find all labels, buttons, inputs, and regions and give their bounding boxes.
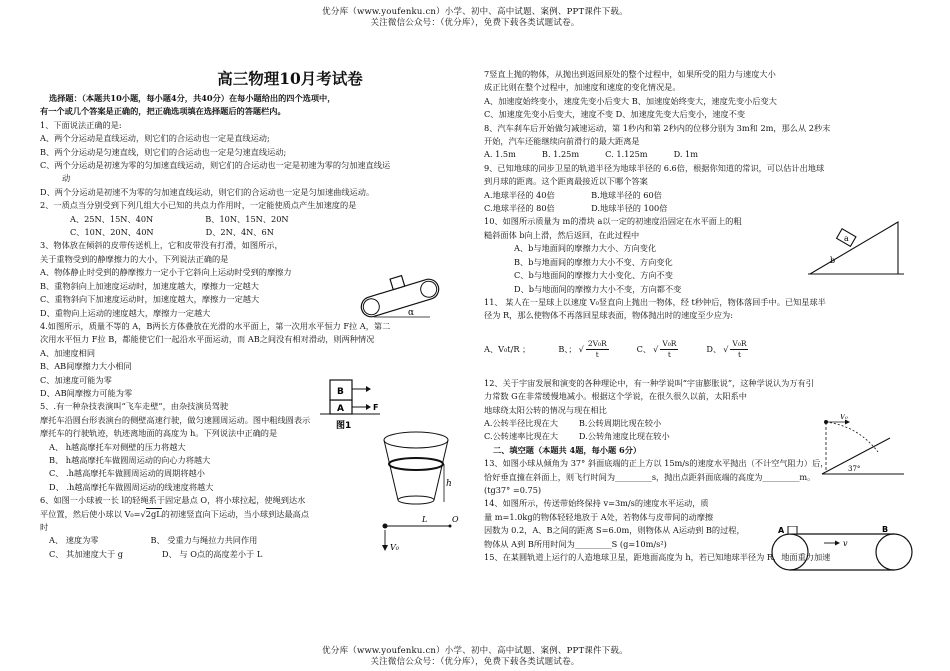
q14-wheel-right [876,534,912,570]
q11-option-d: D、 [706,344,722,355]
q12-stem-2: 力常数 G在非常缓慢地减小。根据这个学说，在很久很久以前，太阳系中 [484,391,747,402]
q14-stem-2: 量 m=1.0kg的物体轻轻地放于 A处，若物体与皮带间的动摩擦 [484,511,714,522]
q5-option-b: B、 h越高摩托车做圆周运动的向心力将越大 [49,454,211,465]
q11-fraction-b-den: t [595,350,599,360]
header-bottom [0,646,950,668]
q10-label-b: b [830,256,836,265]
arrow-right-icon [366,404,371,410]
q14-label-a: A [778,526,785,535]
q11-option-b: B、； [558,344,577,355]
q4-stem-1: 4.如图所示，质量不等的 A，B两长方体叠放在光滑的水平面上，第一次用水平恒力 F拉 A，第二 [40,320,391,331]
question-11 [484,296,914,367]
sqrt-symbol-icon: √ [653,344,659,355]
q13-velocity-label: V₀ [840,414,848,421]
q5-option-d: D、 .h越高摩托车做圆周运动的线速度将越大 [49,481,214,492]
q13-stem-2: 恰好垂直撞在斜面上，则飞行时间为_________s，抛出点距斜面底端的高度为_________m。 [484,471,816,482]
right-column [484,68,914,564]
section2-heading: 二、填空题（本题共 4题，每小题 6分） [493,444,642,455]
cup-side-left [384,440,398,500]
q6-pivot [449,525,452,528]
q11-options [484,333,914,367]
q6-pivot-label: O [452,515,459,524]
q5-stem-2: 摩托车沿圆台形表演台的侧壁高速行驶，做匀速圆周运动。图中粗线圆表示 [40,414,311,425]
q12-stem-1: 12、关于宇宙发展和演变的各种理论中，有一种学说叫“宇宙膨胀说”，这种学说认为万有引 [484,377,814,388]
q4-option-b: B、AB间摩擦力大小相同 [40,361,132,372]
q11-fraction-d-num: V₀R [732,339,747,349]
q11-option-d-group [706,339,748,360]
q13-slope [822,438,904,474]
cup-base [398,496,434,504]
q14-wheel-left [772,534,808,570]
q3-stem-2: 关于重物受到的静摩擦力的大小，下列说法正确的是 [40,253,229,264]
question-2 [40,199,470,239]
header-bottom-line2: 关注微信公众号：（优分库），免费下载各类试题试卷。 [370,657,580,667]
q8-options: A. 1.5m B. 1.25m C. 1.125m D. 1m [484,149,699,160]
q6-ball [383,524,388,529]
spacer [484,367,914,377]
q10-stem-2: 糙斜面体 b向上滑，然后返回，在此过程中 [484,229,640,240]
q4-blocks-figure [320,376,388,434]
q7-stem-2: 成正比则在整个过程中，加速度和速度的变化情况是。 [484,82,681,93]
q4-label-f: F [373,403,379,412]
q6-length-label: L [422,515,428,524]
q6-stem-2-post: 的初速竖直向下运动，当小球到达最高点 [161,508,310,519]
arrow-down-icon [382,545,388,551]
question-4 [40,320,470,400]
q7-options-ab: A、加速度始终变小，速度先变小后变大 B、加速度始终变大，速度先变小后变大 [484,95,777,106]
q4-label-b: B [337,387,344,397]
header-bottom-line1: 优分库（www.youfenku.cn）小学、初中、高中试题、案例、PPT课件下载。 [322,646,628,656]
q6-options-cd: C、 其加速度大于 g D、 与 O点的高度差小于 L [49,548,263,559]
q4-option-d: D、AB间摩擦力可能为零 [40,387,133,398]
q5-stem-1: 5、.有一种杂技表演叫“飞车走壁”，由杂技演员驾驶 [40,401,229,412]
q7-options-cd: C、加速度先变小后变大，速度不变 D、加速度先变大后变小，速度不变 [484,109,746,120]
q6-stem-1: 6、如图一小球被一长 l的轻绳系于固定悬点 O，将小球拉起，使绳到达水 [40,495,306,506]
q3-stem-1: 3、物体放在倾斜的皮带传送机上，它和皮带没有打滑，如图所示， [40,240,283,251]
q4-option-c: C、加速度可能为零 [40,374,112,385]
q11-fraction-c-num: V₀R [662,339,677,349]
q9-stem-2: 到月球的距离。这个距离最接近以下哪个答案 [484,176,648,187]
q11-option-b-group [558,339,608,360]
q14-label-b: B [882,526,889,534]
question-8 [484,122,914,162]
q13-projectile-figure [818,414,912,480]
q2-stem: 2、一质点当分别受到下列几组大小已知的共点力作用时，一定能使质点产生加速度的是 [40,200,357,211]
q10-incline-figure [808,218,908,280]
q3-option-c: C、重物斜向下加速度运动时，加速度越大，摩擦力一定越大 [40,294,260,305]
q1-option-c-cont: 动 [62,173,71,184]
question-1 [40,119,470,199]
q11-option-c: C、 [636,344,652,355]
q5-cup-figure [380,428,460,510]
q14-stem-4: 物体从 A到 B所用时间为_________S (g=10m/s²) [484,538,667,549]
q2-options-ab: A、25N、15N、40N B、10N、15N、20N [70,213,289,224]
q11-fraction-c-den: t [667,350,671,360]
q6-velocity-label: V₀ [390,543,399,552]
section1-line1: 选择题：（本题共10小题，每小题4分，共40分）在每小题给出的四个选项中， [49,93,336,103]
q3-option-a: A、物体静止时受到的静摩擦力一定小于它斜向上运动时受到的摩擦力 [40,267,292,278]
q10-option-d: D、b与地面间的摩擦力大小不变，方向都不变 [514,283,682,294]
q14-conveyor-figure [768,526,918,574]
q4-label-a: A [337,404,344,414]
q5-option-c: C、 .h越高摩托车做圆周运动的周期将越小 [49,468,205,479]
q10-label-a: a [844,234,849,243]
q3-option-b: B、重物斜向上加速度运动时，加速度越大，摩擦力一定越大 [40,280,259,291]
q8-stem-1: 8、汽车刹车后开始做匀减速运动，第 1秒内和第 2秒内的位移分别为 3m和 2m，那么从 2秒末 [484,122,831,133]
sqrt-symbol-icon: √ [578,344,584,355]
cup-track [389,458,443,470]
q6-pendulum-figure [382,514,462,556]
q15-stem-1: 15、在某圆轨道上运行的人造地球卫星，距地面高度为 h，若已知地球半径为 R，地面重力加速 [484,552,831,562]
cup-rim [384,432,448,448]
conveyor-block [390,276,405,290]
q2-options-cd: C、10N、20N、40N D、2N、4N、6N [70,227,274,238]
q5-stem-3: 摩托车的行驶轨迹，轨迹离地面的高度为 h。下列说法中正确的是 [40,428,278,439]
q1-option-a: A、两个分运动是直线运动，则它们的合运动也一定是直线运动; [40,133,270,144]
q3-option-d: D、重物向上运动的速度越大，摩擦力一定越大 [40,307,211,318]
q5-option-a: A、 h越高摩托车对侧壁的压力将越大 [49,441,186,452]
q1-stem: 1、下面说法正确的是: [40,119,122,130]
q14-block [788,526,797,534]
q11-fraction-b [586,339,609,360]
q14-velocity-label: v [843,539,848,548]
q4-stem-2: 次用水平恒力 F拉 B，都能使它们一起沿水平面运动，而 AB之间没有相对滑动，则两种情况 [40,334,375,345]
q10-option-c: C、b与地面间的摩擦力大小变化、方向不变 [514,270,673,281]
sqrt-symbol-icon: √ [140,508,146,519]
cup-side-right [434,440,448,500]
q14-stem-3: 因数为 0.2，A、B之间的距离 S=6.0m，则物体从 A运动到 B的过程， [484,525,745,536]
q13-stem-3: (tg37° =0.75) [484,484,542,495]
q10-option-a: A、b与地面间的摩擦力大小、方向变化 [514,243,657,254]
q11-fraction-b-num: 2V₀R [587,339,607,349]
sqrt-symbol-icon: √ [723,344,729,355]
exam-title: 高三物理10月考试卷 [217,69,363,88]
q1-option-b: B、两个分运动是匀速直线，则它们的合运动也一定是匀速直线运动; [40,146,287,157]
q11-stem-1: 11、 某人在一星球上以速度 V₀竖直向上抛出一物体，经 t秒钟后，物体落回手中。已知星球半 [484,296,826,307]
q9-stem-1: 9、已知地球的同步卫星的轨道半径为地球半径的 6.6倍，根据你知道的常识，可以估计出地球 [484,162,825,173]
q9-options-ab: A.地球半径的 40倍 B.地球半径的 60倍 [484,189,662,200]
q11-fraction-d-den: t [737,350,741,360]
q12-options-ab: A.公转半径比现在大 B.公转周期比现在较小 [484,417,662,428]
q11-stem-2: 径为 R，那么使物体不再落回星球表面，物体抛出时的速度至少应为: [484,310,733,321]
q6-options-ab: A、 速度为零 B、 受重力与绳拉力共同作用 [49,535,258,546]
q6-stem-3: 时 [40,522,49,532]
q10-incline [810,222,898,274]
q14-stem-1: 14、如图所示，传送带始终保持 v=3m/s的速度水平运动，质 [484,498,709,509]
q8-stem-2: 开始，汽车还能继续向前滑行的最大距离是 [484,136,640,147]
question-9 [484,162,914,216]
header-top-line1: 优分库（www.youfenku.cn）小学、初中、高中试题、案例、PPT课件下载。 [322,7,628,17]
q13-trajectory [826,422,878,452]
q11-option-a: A、V₀t/R ； [484,344,531,355]
q3-conveyor-figure [352,270,448,322]
q7-stem-1: 7竖直上抛的物体，从抛出到返回原处的整个过程中，如果所受的阻力与速度大小 [484,69,776,79]
q12-stem-3: 地球绕太阳公转的情况与现在相比 [484,404,607,415]
q10-option-b: B、b与地面间的摩擦力大小不变、方向变化 [514,256,673,267]
question-7 [484,68,914,122]
arrow-right-icon [835,541,840,546]
q9-options-cd: C.地球半径的 80倍 D.地球半径的 100倍 [484,203,668,214]
q4-option-a: A、加速度相同 [40,347,96,358]
header-top [0,7,950,29]
section1-line2: 有一个或几个答案是正确的，把正确选项填在选择题后的答题栏内。 [40,106,286,117]
q1-option-c: C、两个分运动是初速为零的匀加速直线运动，则它们的合运动也一定是初速为零的匀加速直线运 [40,160,391,171]
q13-angle-label: 37° [848,465,861,473]
arrow-right-icon [366,386,371,392]
q6-sqrt-term: 2gL [145,508,162,519]
q6-stem-2-pre: 平位置，然后使小球以 V₀= [40,508,141,519]
q10-stem-1: 10、如图所示质量为 m的滑块 a以一定的初速度沿固定在水平面上的粗 [484,216,742,227]
q1-option-d: D、两个分运动是初速不为零的匀加速直线运动，则它们的合运动也一定是匀加速曲线运动。 [40,186,375,197]
q11-option-c-group [637,339,679,360]
header-top-line2: 关注微信公众号：（优分库），免费下载各类试题试卷。 [370,18,580,28]
q11-fraction-d [730,339,748,360]
q4-figure-caption: 图1 [336,421,352,431]
q12-options-cd: C.公转速率比现在大 D.公转角速度比现在较小 [484,431,670,442]
q11-fraction-c [660,339,678,360]
q5-height-label: h [446,479,452,489]
q3-angle-label: α [408,308,415,318]
q13-stem-1: 13、如图小球从倾角为 37° 斜面底端的正上方以 15m/s的速度水平抛出（不计空气阻力）后， [484,458,829,469]
